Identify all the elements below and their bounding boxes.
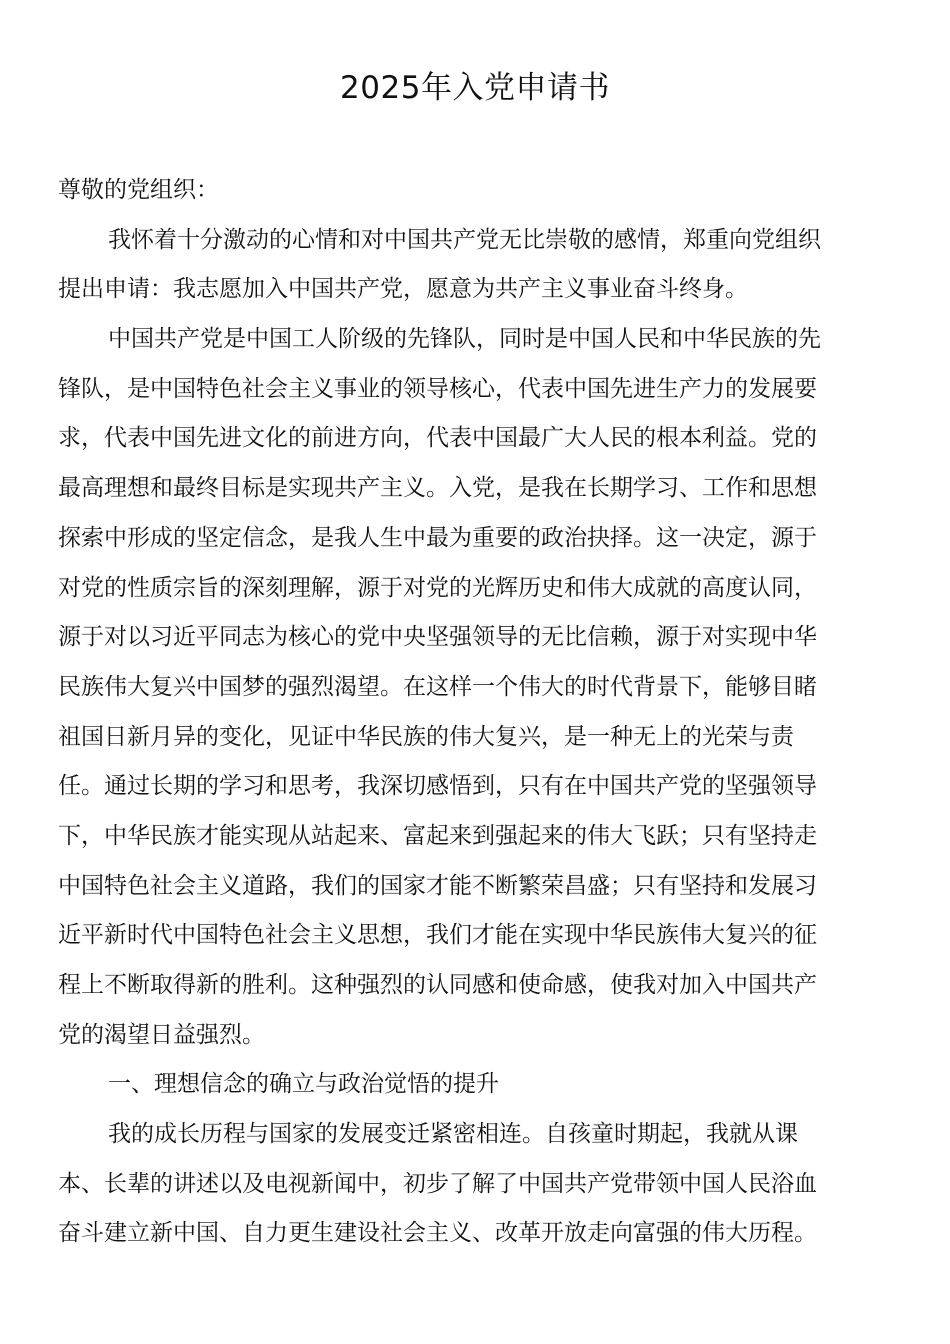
body-line: 本、长辈的讲述以及电视新闻中，初步了解了中国共产党带领中国人民浴血: [58, 1170, 817, 1197]
body-line: 下，中华民族才能实现从站起来、富起来到强起来的伟大飞跃；只有坚持走: [58, 822, 817, 849]
body-line: 程上不断取得新的胜利。这种强烈的认同感和使命感，使我对加入中国共产: [58, 972, 817, 998]
body-line: 源于对以习近平同志为核心的党中央坚强领导的无比信赖，源于对实现中华: [58, 624, 817, 651]
body-line: 我的成长历程与国家的发展变迁紧密相连。自孩童时期起，我就从课: [108, 1121, 798, 1148]
body-line: 中国特色社会主义道路，我们的国家才能不断繁荣昌盛；只有坚持和发展习: [58, 872, 817, 899]
body-line: 党的渴望日益强烈。: [58, 1021, 265, 1048]
document-title: 2025年入党申请书: [340, 70, 610, 106]
body-line: 奋斗建立新中国、自力更生建设社会主义、改革开放走向富强的伟大历程。: [58, 1220, 817, 1247]
body-line: 祖国日新月异的变化，见证中华民族的伟大复兴，是一种无上的光荣与责: [58, 723, 794, 750]
body-line: 对党的性质宗旨的深刻理解，源于对党的光辉历史和伟大成就的高度认同，: [58, 574, 817, 601]
body-line: 探索中形成的坚定信念，是我人生中最为重要的政治抉择。这一决定，源于: [58, 524, 817, 551]
body-line: 民族伟大复兴中国梦的强烈渴望。在这样一个伟大的时代背景下，能够目睹: [58, 673, 817, 700]
body-line: 任。通过长期的学习和思考，我深切感悟到，只有在中国共产党的坚强领导: [58, 773, 817, 800]
body-line: 锋队，是中国特色社会主义事业的领导核心，代表中国先进生产力的发展要: [58, 375, 817, 402]
body-line: 近平新时代中国特色社会主义思想，我们才能在实现中华民族伟大复兴的征: [58, 922, 817, 949]
body-line: 中国共产党是中国工人阶级的先锋队，同时是中国人民和中华民族的先: [108, 326, 821, 353]
salutation: 尊敬的党组织：: [58, 177, 219, 203]
body-line: 我怀着十分激动的心情和对中国共产党无比崇敬的感情，郑重向党组织: [108, 226, 821, 253]
body-line: 求，代表中国先进文化的前进方向，代表中国最广大人民的根本利益。党的: [58, 425, 817, 452]
section-heading: 一、理想信念的确立与政治觉悟的提升: [108, 1071, 499, 1098]
body-line: 提出申请：我志愿加入中国共产党，愿意为共产主义事业奋斗终身。: [58, 276, 748, 303]
document-body: [58, 166, 878, 1259]
body-line: 最高理想和最终目标是实现共产主义。入党，是我在长期学习、工作和思想: [58, 475, 817, 502]
